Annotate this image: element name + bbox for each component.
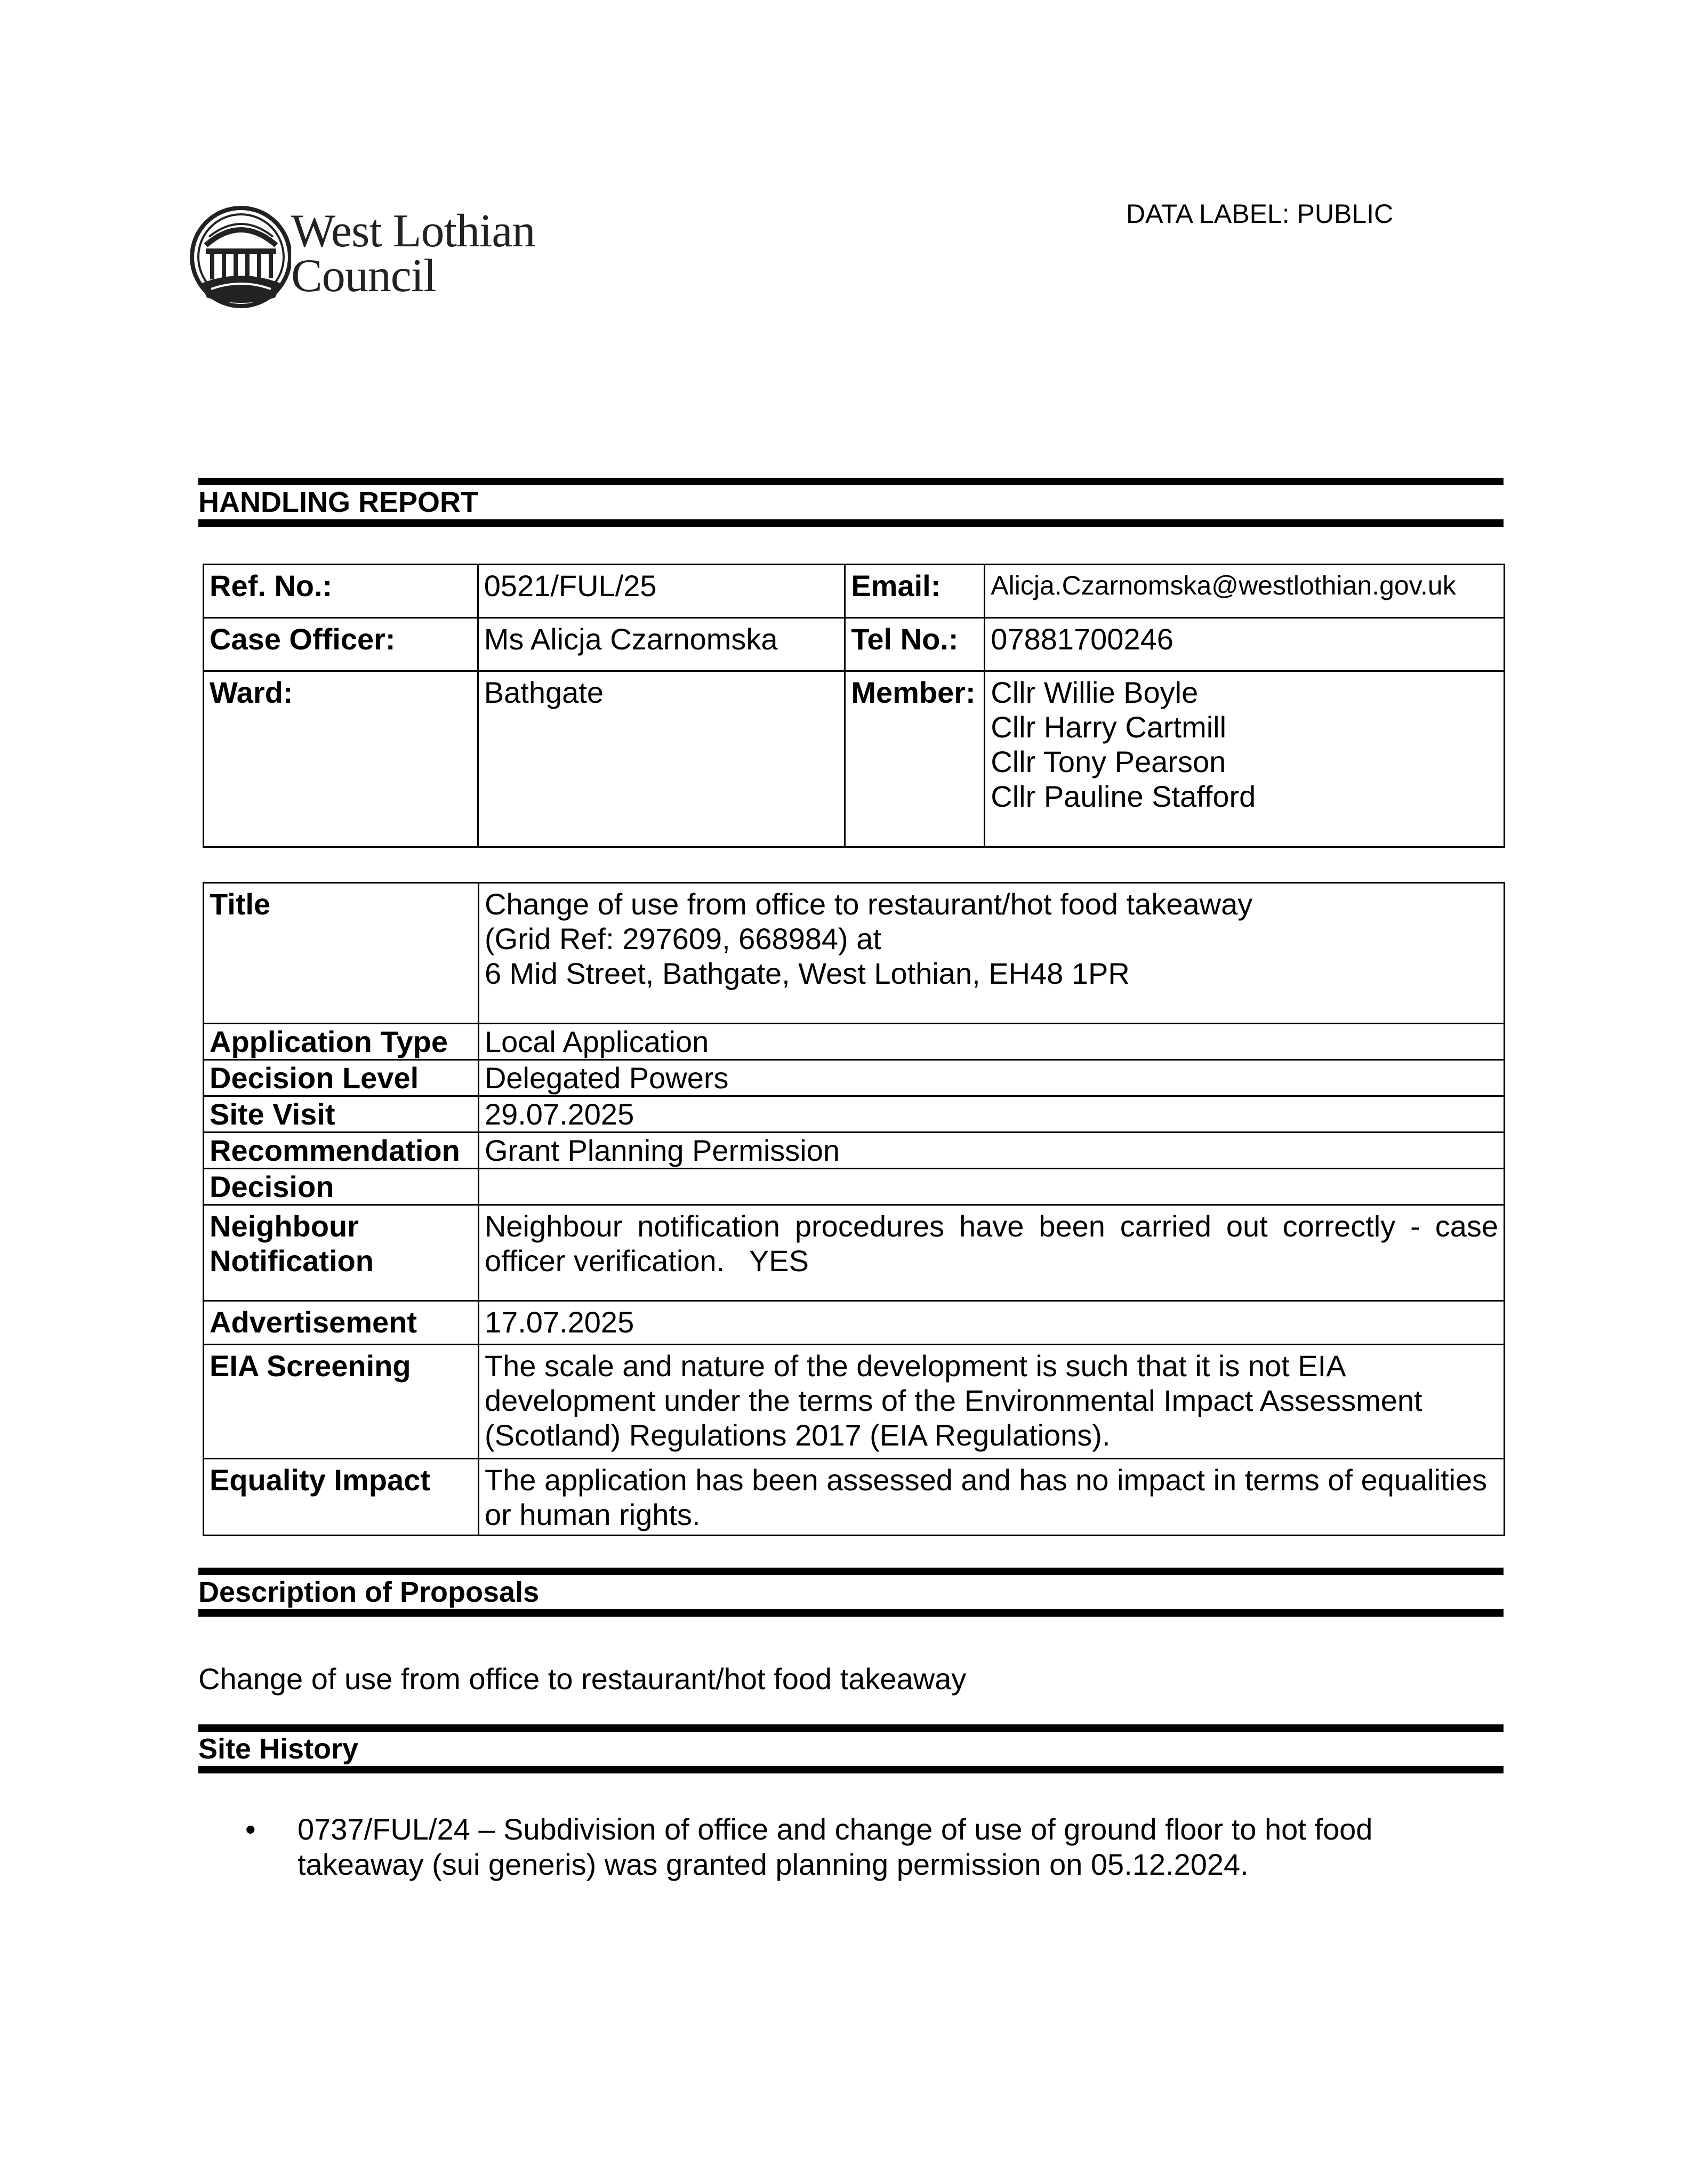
header-rule-bottom — [198, 1766, 1504, 1773]
list-item — [245, 1812, 1472, 1882]
tel-label: Tel No.: — [845, 618, 985, 671]
table-row — [204, 1205, 1505, 1301]
value-line: (Scotland) Regulations 2017 (EIA Regulations). — [484, 1418, 1111, 1452]
handling-report-header — [198, 478, 1504, 527]
equality-impact-value — [478, 1459, 1504, 1536]
application-type-value: Local Application — [478, 1024, 1504, 1060]
value-line: Neighbour notification procedures have been carried out correctly - case — [484, 1209, 1498, 1243]
tel-value: 07881700246 — [985, 618, 1505, 671]
decision-level-value: Delegated Powers — [478, 1060, 1504, 1096]
description-text: Change of use from office to restaurant/hot food takeaway — [198, 1662, 967, 1696]
title-line: Change of use from office to restaurant/hot food takeaway — [484, 887, 1253, 921]
site-visit-value: 29.07.2025 — [478, 1096, 1504, 1133]
decision-value — [478, 1169, 1504, 1205]
decision-level-label: Decision Level — [204, 1060, 479, 1096]
table-row — [204, 565, 1505, 618]
advertisement-value: 17.07.2025 — [478, 1301, 1504, 1345]
site-history-list — [245, 1812, 1472, 1882]
details-table — [203, 882, 1505, 1536]
site-history-title: Site History — [198, 1733, 359, 1765]
header-rule-bottom — [198, 519, 1504, 527]
value-line: officer verification. YES — [484, 1244, 809, 1278]
table-row — [204, 1301, 1505, 1345]
value-line: or human rights. — [484, 1498, 701, 1531]
member-item: Cllr Pauline Stafford — [991, 780, 1256, 813]
member-item: Cllr Willie Boyle — [991, 676, 1199, 709]
header-rule-top — [198, 478, 1504, 485]
neighbour-notification-label — [204, 1205, 479, 1301]
member-item: Cllr Tony Pearson — [991, 745, 1226, 778]
case-officer-label: Case Officer: — [204, 618, 478, 671]
value-line: development under the terms of the Environmental Impact Assessment — [484, 1384, 1422, 1417]
decision-label: Decision — [204, 1169, 479, 1205]
table-row — [204, 1096, 1505, 1133]
recommendation-value: Grant Planning Permission — [478, 1133, 1504, 1169]
table-row — [204, 671, 1505, 847]
table-row — [204, 1133, 1505, 1169]
title-label: Title — [204, 883, 479, 1024]
label-line: Neighbour — [210, 1209, 359, 1243]
data-label: DATA LABEL: PUBLIC — [1126, 199, 1394, 229]
logo-wordmark — [291, 205, 535, 302]
advertisement-label: Advertisement — [204, 1301, 479, 1345]
value-line: The application has been assessed and has no impact in terms of equalities — [484, 1463, 1488, 1497]
application-type-label: Application Type — [204, 1024, 479, 1060]
table-row — [204, 1060, 1505, 1096]
ward-label: Ward: — [204, 671, 478, 847]
table-row — [204, 1459, 1505, 1536]
case-officer-value: Ms Alicja Czarnomska — [478, 618, 845, 671]
header-rule-bottom — [198, 1609, 1504, 1617]
site-visit-label: Site Visit — [204, 1096, 479, 1133]
members-list — [985, 671, 1505, 847]
council-crest-icon — [190, 204, 291, 310]
site-history-header — [198, 1724, 1504, 1773]
equality-impact-label: Equality Impact — [204, 1459, 479, 1536]
recommendation-label: Recommendation — [204, 1133, 479, 1169]
ref-value: 0521/FUL/25 — [478, 565, 845, 618]
description-title: Description of Proposals — [198, 1576, 540, 1608]
table-row — [204, 1345, 1505, 1459]
email-value[interactable]: Alicja.Czarnomska@westlothian.gov.uk — [985, 565, 1505, 618]
council-logo — [190, 204, 574, 316]
neighbour-notification-value — [478, 1205, 1504, 1301]
member-item: Cllr Harry Cartmill — [991, 710, 1227, 744]
list-item-line: 0737/FUL/24 – Subdivision of office and change of use of ground floor to hot food — [298, 1812, 1373, 1846]
table-row — [204, 1024, 1505, 1060]
header-rule-top — [198, 1724, 1504, 1732]
bullet: • — [245, 1812, 256, 1846]
title-line: (Grid Ref: 297609, 668984) at — [484, 922, 881, 956]
eia-screening-label: EIA Screening — [204, 1345, 479, 1459]
header-rule-top — [198, 1568, 1504, 1575]
table-row — [204, 1169, 1505, 1205]
logo-line-1: West Lothian — [291, 205, 535, 257]
table-row — [204, 618, 1505, 671]
handling-report-title: HANDLING REPORT — [198, 486, 478, 518]
member-label: Member: — [845, 671, 985, 847]
title-value — [478, 883, 1504, 1024]
value-line: The scale and nature of the development is such that it is not EIA — [484, 1349, 1346, 1383]
ref-label: Ref. No.: — [204, 565, 478, 618]
table-row — [204, 883, 1505, 1024]
email-label: Email: — [845, 565, 985, 618]
contact-table — [203, 564, 1505, 848]
label-line: Notification — [210, 1244, 374, 1278]
description-header — [198, 1568, 1504, 1617]
title-line: 6 Mid Street, Bathgate, West Lothian, EH48 1PR — [484, 957, 1130, 990]
list-item-line: takeaway (sui generis) was granted planning permission on 05.12.2024. — [298, 1848, 1249, 1881]
eia-screening-value — [478, 1345, 1504, 1459]
logo-line-2: Council — [291, 250, 436, 302]
ward-value: Bathgate — [478, 671, 845, 847]
